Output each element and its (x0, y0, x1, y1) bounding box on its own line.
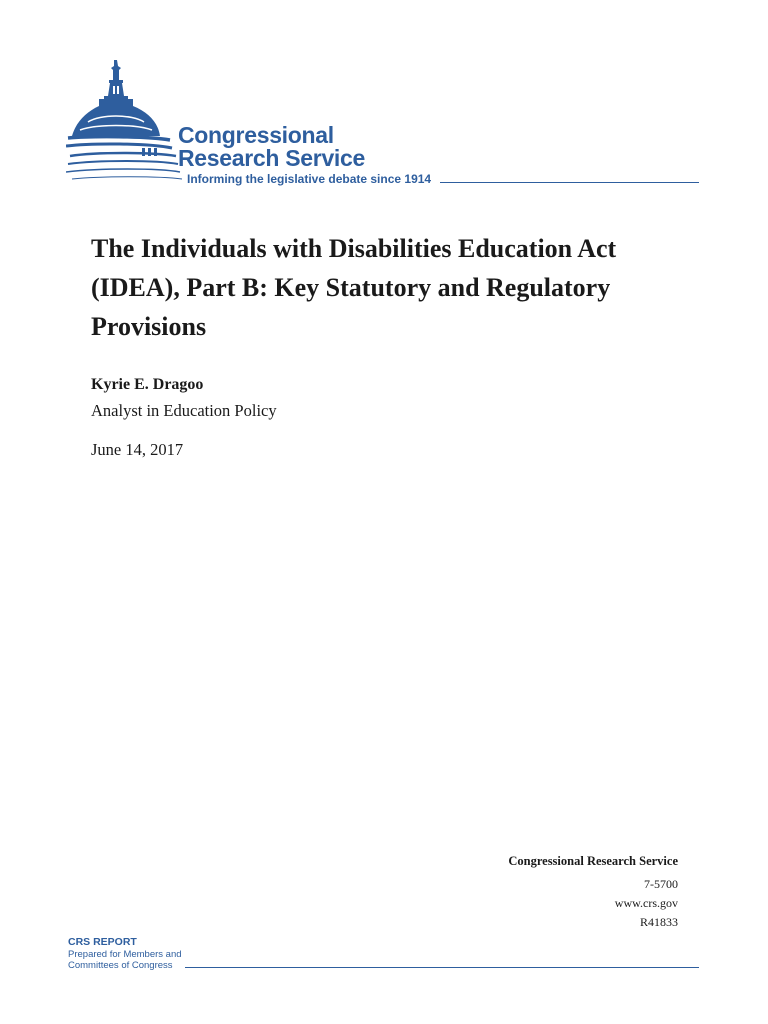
crs-report-label (68, 937, 182, 972)
report-date: June 14, 2017 (91, 440, 184, 459)
organization-name (178, 124, 365, 170)
publisher-info (508, 852, 678, 932)
author-name: Kyrie E. Dragoo (91, 376, 204, 393)
crs-report-line1: Prepared for Members and (68, 948, 182, 960)
report-number: R41833 (639, 915, 678, 929)
tagline: Informing the legislative debate since 1914 (187, 172, 432, 186)
crs-report-line2: Committees of Congress (68, 960, 173, 971)
crs-report-title: CRS REPORT (68, 936, 137, 948)
publisher-phone: 7-5700 (644, 877, 678, 891)
report-title: The Individuals with Disabilities Education Act (IDEA), Part B: Key Statutory and Regulatory Provisions (91, 234, 617, 341)
org-name-line1: Congressional (178, 122, 334, 148)
author-title: Analyst in Education Policy (91, 401, 277, 420)
publisher-name: Congressional Research Service (508, 854, 678, 868)
publisher-website: www.crs.gov (614, 896, 678, 910)
header-divider (440, 182, 699, 183)
footer-divider (185, 967, 699, 968)
org-name-line2: Research Service (178, 145, 366, 171)
capitol-dome-icon (66, 56, 186, 186)
